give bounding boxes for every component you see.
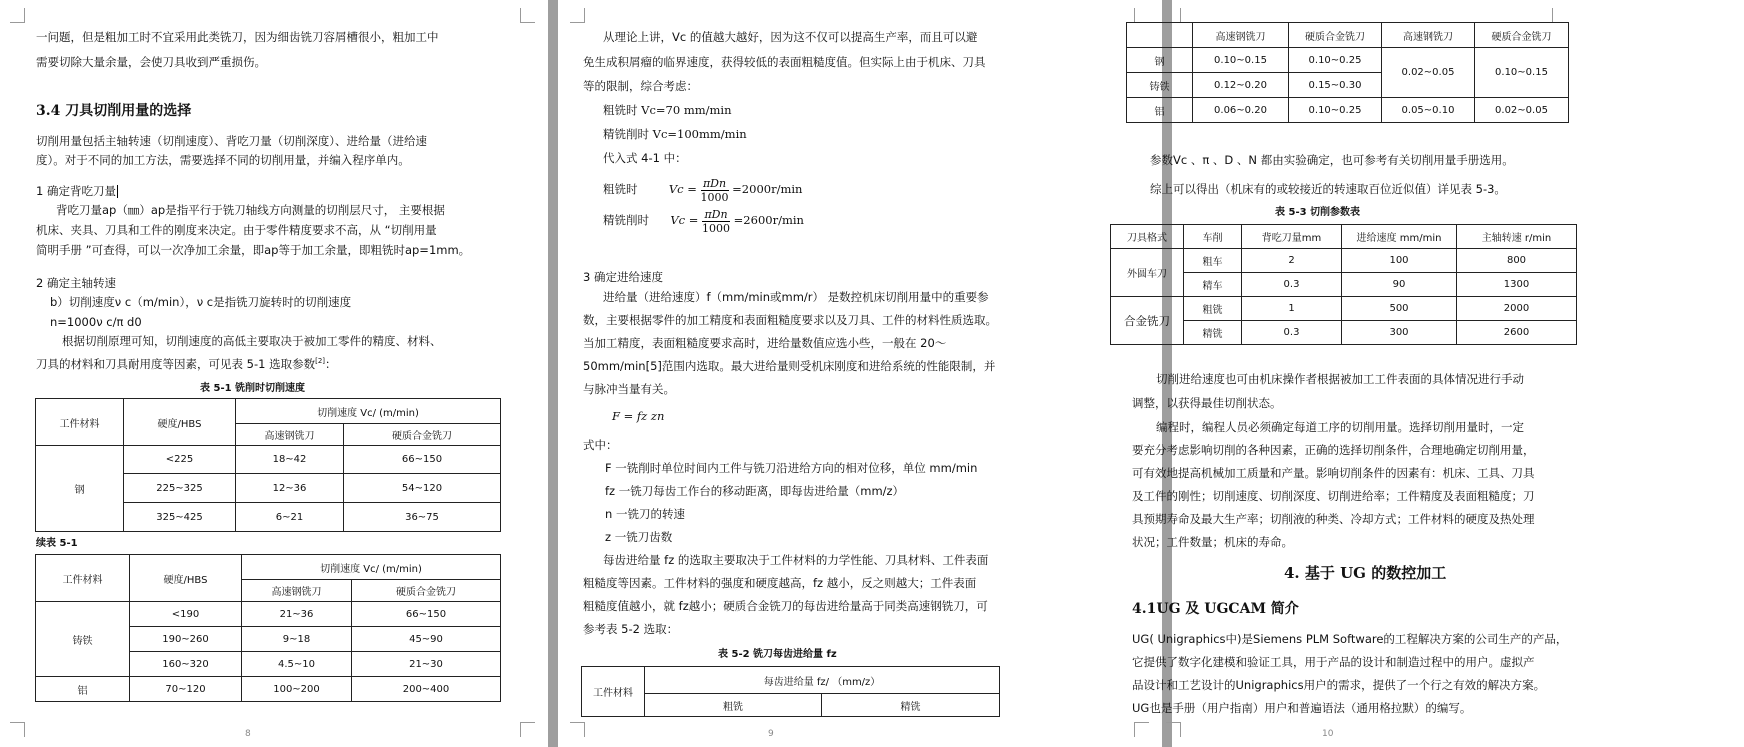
paragraph-line: 式中： xyxy=(583,438,618,452)
table-cell: 铸铁 xyxy=(1127,73,1193,98)
page-corner-mark xyxy=(10,722,25,737)
table-cell: 2600 xyxy=(1457,321,1577,345)
header-cell: 车削 xyxy=(1184,225,1242,249)
table-cell: 0.10~0.25 xyxy=(1289,48,1382,73)
header-cell: 精铣 xyxy=(822,694,1000,717)
table-cell: 合金铣刀 xyxy=(1111,297,1184,345)
page-number: 9 xyxy=(768,729,774,739)
cutting-parameters-table xyxy=(1110,224,1577,345)
paragraph-line: 切削进给速度也可由机床操作者根据被加工工件表面的具体情况进行手动 xyxy=(1156,372,1524,386)
table-cell: 0.06~0.20 xyxy=(1193,98,1289,123)
subsection-heading: 3 确定进给速度 xyxy=(583,270,663,284)
table-cell: 粗铣 xyxy=(1184,297,1242,321)
table-cell: 36~75 xyxy=(344,503,501,532)
header-cell: 硬质合金铣刀 xyxy=(352,580,501,602)
definition-line: fz 一铣刀每齿工作台的移动距离，即每齿进给量（mm/z） xyxy=(605,484,905,498)
paragraph-line: 数，主要根据零件的加工精度和表面粗糙度要求以及刀具、工件的材料性质选取。 xyxy=(583,313,997,327)
header-cell: 工件材料 xyxy=(582,667,645,717)
formula-line: 精铣削时 Vc=100mm/min xyxy=(603,127,747,141)
header-cell: 进给速度 mm/min xyxy=(1342,225,1457,249)
table-cell: 190~260 xyxy=(130,627,242,652)
table-cell: 0.10~0.15 xyxy=(1193,48,1289,73)
table-cell: 精铣 xyxy=(1184,321,1242,345)
table-cell: 200~400 xyxy=(352,677,501,702)
page-corner-mark xyxy=(1134,722,1149,737)
table-cell: 0.12~0.20 xyxy=(1193,73,1289,98)
paragraph-line: 具预期寿命及最大生产率；切削液的种类、冷却方式；工件材料的硬度及热处理 xyxy=(1132,512,1535,526)
table-cell: 21~36 xyxy=(242,602,352,627)
header-cell: 工件材料 xyxy=(36,555,130,602)
paragraph-line: 进给量（进给速度）f（mm/min或mm/r） 是数控机床切削用量中的重要参 xyxy=(603,290,989,304)
table-cell: 18~42 xyxy=(236,446,344,474)
paragraph-line: 与脉冲当量有关。 xyxy=(583,382,675,396)
formula-line: F = fz zn xyxy=(612,409,665,423)
page-corner-mark xyxy=(1166,722,1181,737)
paragraph-line: UG也是手册（用户指南）用户和普遍语法（通用格拉默）的编写。 xyxy=(1132,701,1472,715)
header-cell: 硬质合金铣刀 xyxy=(1289,23,1382,48)
table-cell: 500 xyxy=(1342,297,1457,321)
formula-line: 粗铣时 Vc=70 mm/min xyxy=(603,103,732,117)
page-corner-mark xyxy=(570,722,585,737)
table-caption: 表 5-1 铣削时切削速度 xyxy=(200,383,306,394)
paragraph-line: 调整，以获得最佳切削状态。 xyxy=(1132,396,1282,410)
header-cell: 硬度/HBS xyxy=(124,399,236,446)
definition-line: n 一铣刀的转速 xyxy=(605,507,685,521)
table-cell: 粗车 xyxy=(1184,249,1242,273)
table-caption: 续表 5-1 xyxy=(36,538,78,549)
table-cell: 0.05~0.10 xyxy=(1382,98,1475,123)
paragraph-line: 刀具的材料和刀具耐用度等因素，可见表 5-1 选取参数[2]： xyxy=(36,356,337,371)
table-cell: 钢 xyxy=(1127,48,1193,73)
page-corner-mark xyxy=(1166,8,1181,23)
table-cell: 1 xyxy=(1242,297,1342,321)
paragraph-line: 免生成积屑瘤的临界速度，获得较低的表面粗糙度值。但实际上由于机床、刀具 xyxy=(583,55,986,69)
table-cell: 4.5~10 xyxy=(242,652,352,677)
table-cell: 0.10~0.15 xyxy=(1475,48,1569,98)
paragraph-line: 参数Vc 、π 、D 、N 都由实验确定，也可参考有关切削用量手册选用。 xyxy=(1150,153,1514,167)
table-cell: 100 xyxy=(1342,249,1457,273)
paragraph-line: 需要切除大量余量，会使刀具收到严重损伤。 xyxy=(36,55,266,69)
paragraph-line: 要充分考虑影响切削的各种因素，正确的选择切削条件，合理地确定切削用量， xyxy=(1132,443,1535,457)
paragraph-line: 度）。对于不同的加工方法，需要选择不同的切削用量，并编入程序单内。 xyxy=(36,153,410,167)
header-cell: 切削速度 Vc/ (m/min) xyxy=(242,555,501,580)
page-corner-mark xyxy=(520,722,535,737)
document-page-10 xyxy=(1124,0,1744,747)
paragraph-line: 当加工精度，表面粗糙度要求高时，进给量数值应选小些，一般在 20～ xyxy=(583,336,947,350)
table-cell: 铝 xyxy=(1127,98,1193,123)
table-caption: 表 5-3 切削参数表 xyxy=(1275,207,1361,218)
table-cell: 6~21 xyxy=(236,503,344,532)
table-cell: 0.3 xyxy=(1242,321,1342,345)
chapter-heading: 4. 基于 UG 的数控加工 xyxy=(1284,564,1447,582)
table-cell: 1300 xyxy=(1457,273,1577,297)
header-cell: 高速钢铣刀 xyxy=(242,580,352,602)
section-heading: 4.1UG 及 UGCAM 简介 xyxy=(1132,601,1299,617)
table-cell: 铸铁 xyxy=(36,602,130,677)
page-corner-mark xyxy=(570,8,585,23)
paragraph-line: 粗糙度值越小，就 fz越小；硬质合金铣刀的每齿进给量高于同类高速钢铣刀，可 xyxy=(583,599,988,613)
paragraph-line: 根据切削原理可知，切削速度的高低主要取决于被加工零件的精度、材料、 xyxy=(62,334,442,348)
header-cell: 粗铣 xyxy=(645,694,822,717)
document-page-9 xyxy=(558,0,1162,747)
paragraph-line: 可有效地提高机械加工质量和产量。影响切削条件的因素有：机床、工具、刀具 xyxy=(1132,466,1535,480)
table-cell: 钢 xyxy=(36,446,124,532)
paragraph-line: 从理论上讲，Vc 的值越大越好，因为这不仅可以提高生产率，而且可以避 xyxy=(603,30,978,44)
table-cell: 90 xyxy=(1342,273,1457,297)
header-cell: 高速钢铣刀 xyxy=(236,424,344,446)
page-corner-mark xyxy=(10,8,25,23)
paragraph-line: 品设计和工艺设计的Unigraphics用户的需求，提供了一个行之有效的解决方案。 xyxy=(1132,678,1546,692)
page-corner-mark xyxy=(520,8,535,23)
fraction: $\frac{\text{πDn}}{1000}$ xyxy=(700,176,729,204)
table-cell: 12~36 xyxy=(236,474,344,503)
text-cursor xyxy=(117,185,118,198)
section-heading: 3.4 刀具切削用量的选择 xyxy=(36,103,192,119)
paragraph-line: UG( Unigraphics中)是Siemens PLM Software的工程解决方案的公司生产的产品， xyxy=(1132,632,1568,646)
paragraph-line: 编程时，编程人员必须确定每道工序的切削用量。选择切削用量时，一定 xyxy=(1156,420,1524,434)
formula-line: n=1000ν c/π d0 xyxy=(50,315,142,329)
paragraph-line: 50mm/min[5]范围内选取。最大进给量则受机床刚度和进给系统的性能限制，并 xyxy=(583,359,996,373)
equation-finish: 精铣削时 Vc = $\frac{\text{πDn}}{1000}$ =2600r/min xyxy=(603,207,804,235)
header-cell: 切削速度 Vc/ (m/min) xyxy=(236,399,501,424)
page-number: 8 xyxy=(245,729,251,739)
paragraph-line: 粗糙度等因素。工件材料的强度和硬度越高，fz 越小，反之则越大；工件表面 xyxy=(583,576,977,590)
paragraph-line: 等的限制，综合考虑： xyxy=(583,79,698,93)
table-cell: <225 xyxy=(124,446,236,474)
header-cell: 硬质合金铣刀 xyxy=(344,424,501,446)
header-cell: 硬度/HBS xyxy=(130,555,242,602)
paragraph-line: 它提供了数字化建模和验证工具，用于产品的设计和制造过程中的用户。虚拟产 xyxy=(1132,655,1535,669)
feed-per-tooth-table xyxy=(581,666,1000,717)
cutting-speed-table xyxy=(35,398,501,532)
document-page-8 xyxy=(0,0,548,747)
table-cell: 54~120 xyxy=(344,474,501,503)
table-cell: 100~200 xyxy=(242,677,352,702)
subsection-heading[interactable] xyxy=(36,184,118,198)
table-cell: 外圆车刀 xyxy=(1111,249,1184,297)
header-cell: 硬质合金铣刀 xyxy=(1475,23,1569,48)
table-cell: 70~120 xyxy=(130,677,242,702)
table-cell: 0.02~0.05 xyxy=(1475,98,1569,123)
paragraph-line: 状况；工件数量；机床的寿命。 xyxy=(1132,535,1293,549)
table-cell: 325~425 xyxy=(124,503,236,532)
table-cell: 45~90 xyxy=(352,627,501,652)
paragraph-line: b）切削速度ν c（m/min），ν c是指铣刀旋转时的切削速度 xyxy=(50,295,352,309)
header-cell: 每齿进给量 fz/ （mm/z） xyxy=(645,667,1000,694)
paragraph-line: 切削用量包括主轴转速（切削速度）、背吃刀量（切削深度）、进给量（进给速 xyxy=(36,134,427,148)
paragraph-line: 简明手册 ”可查得，可以一次净加工余量，即ap等于加工余量，即粗铣时ap=1mm。 xyxy=(36,243,471,257)
table-cell: 9~18 xyxy=(242,627,352,652)
table-cell xyxy=(1127,23,1193,48)
citation-ref[interactable]: [2] xyxy=(315,357,326,365)
equation-rough: 粗铣时 Vc = $\frac{\text{πDn}}{1000}$ =2000r/min xyxy=(603,176,803,204)
header-cell: 高速钢铣刀 xyxy=(1382,23,1475,48)
cutting-speed-table-continued xyxy=(35,554,501,702)
table-cell: 2000 xyxy=(1457,297,1577,321)
table-cell: 66~150 xyxy=(352,602,501,627)
table-cell: 21~30 xyxy=(352,652,501,677)
paragraph-line: 参考表 5-2 选取： xyxy=(583,622,679,636)
paragraph-line: 及工件的刚性；切削速度、切削深度、切削进给率；工件精度及表面粗糙度；刀 xyxy=(1132,489,1535,503)
definition-line: F 一铣削时单位时间内工件与铣刀沿进给方向的相对位移，单位 mm/min xyxy=(605,461,978,475)
page-number: 10 xyxy=(1322,729,1334,739)
header-cell: 背吃刀量mm xyxy=(1242,225,1342,249)
table-cell: 300 xyxy=(1342,321,1457,345)
table-cell: 精车 xyxy=(1184,273,1242,297)
table-cell: 0.10~0.25 xyxy=(1289,98,1382,123)
header-cell: 工件材料 xyxy=(36,399,124,446)
page-corner-mark xyxy=(1134,8,1149,23)
table-cell: <190 xyxy=(130,602,242,627)
table-cell: 160~320 xyxy=(130,652,242,677)
subsection-label: 1 确定背吃刀量 xyxy=(36,184,116,198)
paragraph-line: 每齿进给量 fz 的选取主要取决于工件材料的力学性能、刀具材料、工件表面 xyxy=(603,553,989,567)
page-corner-mark xyxy=(1552,8,1567,23)
header-cell: 高速钢铣刀 xyxy=(1193,23,1289,48)
header-cell: 刀具格式 xyxy=(1111,225,1184,249)
feed-per-tooth-table-continued xyxy=(1126,22,1569,123)
paragraph-line: 一问题，但是粗加工时不宜采用此类铣刀，因为细齿铣刀容屑槽很小，粗加工中 xyxy=(36,30,439,44)
paragraph-line: 综上可以得出（机床有的或较接近的转速取百位近似值）详见表 5-3。 xyxy=(1150,182,1506,196)
table-cell: 铝 xyxy=(36,677,130,702)
fraction: $\frac{\text{πDn}}{1000}$ xyxy=(702,207,731,235)
table-cell: 0.3 xyxy=(1242,273,1342,297)
table-caption: 表 5-2 铣刀每齿进给量 fz xyxy=(718,649,837,660)
definition-line: z 一铣刀齿数 xyxy=(605,530,673,544)
table-cell: 0.02~0.05 xyxy=(1382,48,1475,98)
paragraph-line: 背吃刀量ap（㎜）ap是指平行于铣刀轴线方向测量的切削层尺寸， 主要根据 xyxy=(56,203,445,217)
paragraph-line: 代入式 4-1 中： xyxy=(603,151,687,165)
table-cell: 66~150 xyxy=(344,446,501,474)
table-cell: 225~325 xyxy=(124,474,236,503)
table-cell: 800 xyxy=(1457,249,1577,273)
table-cell: 2 xyxy=(1242,249,1342,273)
table-cell: 0.15~0.30 xyxy=(1289,73,1382,98)
paragraph-line: 机床、夹具、刀具和工件的刚度来决定。由于零件精度要求不高，从 “切削用量 xyxy=(36,223,437,237)
subsection-heading: 2 确定主轴转速 xyxy=(36,276,116,290)
header-cell: 主轴转速 r/min xyxy=(1457,225,1577,249)
